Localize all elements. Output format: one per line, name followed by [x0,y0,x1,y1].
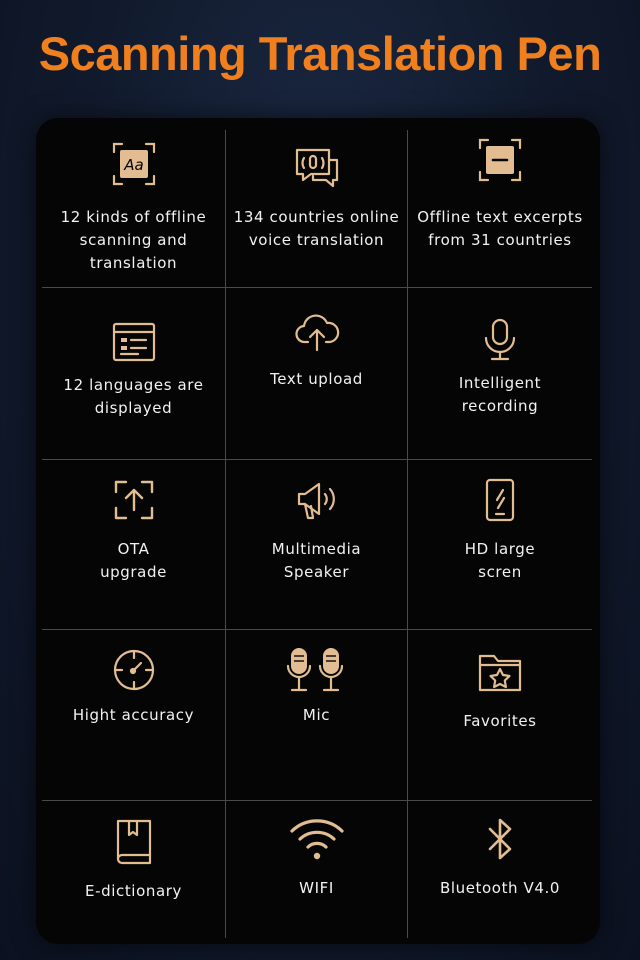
feature-label: WIFI [299,879,334,897]
feature-label: Favorites [463,712,537,730]
feature-offline-text [408,130,592,288]
bluetooth-icon [476,815,524,863]
feature-label: HD large scren [464,540,536,581]
feature-mic [226,630,408,801]
feature-hd-screen [408,460,592,630]
feature-label: Text upload [270,370,363,388]
feature-label: 12 languages are displayed [63,376,204,417]
feature-panel [36,118,600,944]
feature-ota-upgrade [42,460,226,630]
feature-label: Multimedia Speaker [271,540,362,581]
text-scan-icon [110,140,158,188]
ota-upgrade-icon [110,476,158,524]
languages-display-icon [110,318,158,366]
svg-text:Aa: Aa [123,156,144,174]
feature-text-upload [226,288,408,460]
wifi-icon [289,815,345,863]
microphone-icon [476,316,524,364]
feature-label: 12 kinds of offline scanning and translation [60,208,207,272]
feature-label: OTA upgrade [100,540,167,581]
large-screen-icon [476,476,524,524]
page-title: Scanning Translation Pen [38,27,602,80]
feature-label: 134 countries online voice translation [233,208,400,249]
feature-label: Bluetooth V4.0 [439,879,561,897]
feature-wifi [226,801,408,938]
feature-high-accuracy [42,630,226,801]
favorites-folder-icon [476,648,524,696]
feature-label: Intelligent recording [458,374,542,415]
feature-multimedia-speaker [226,460,408,630]
feature-label: Hight accuracy [72,706,195,724]
feature-offline-scanning [42,130,226,288]
dual-mic-icon [286,646,348,694]
feature-label: Mic [302,706,331,724]
speaker-icon [293,476,341,524]
cloud-upload-icon [293,308,341,356]
feature-favorites [408,630,592,801]
feature-label: E-dictionary [85,882,182,900]
feature-bluetooth [408,801,592,938]
feature-e-dictionary [42,801,226,938]
accuracy-compass-icon [110,646,158,694]
feature-grid [42,130,592,938]
feature-voice-translation [226,130,408,288]
feature-label: Offline text excerpts from 31 countries [417,208,583,249]
offline-text-icon [476,136,524,184]
feature-intelligent-recording [408,288,592,460]
dictionary-book-icon [110,817,158,865]
voice-translation-icon [293,144,341,192]
feature-languages-displayed [42,288,226,460]
